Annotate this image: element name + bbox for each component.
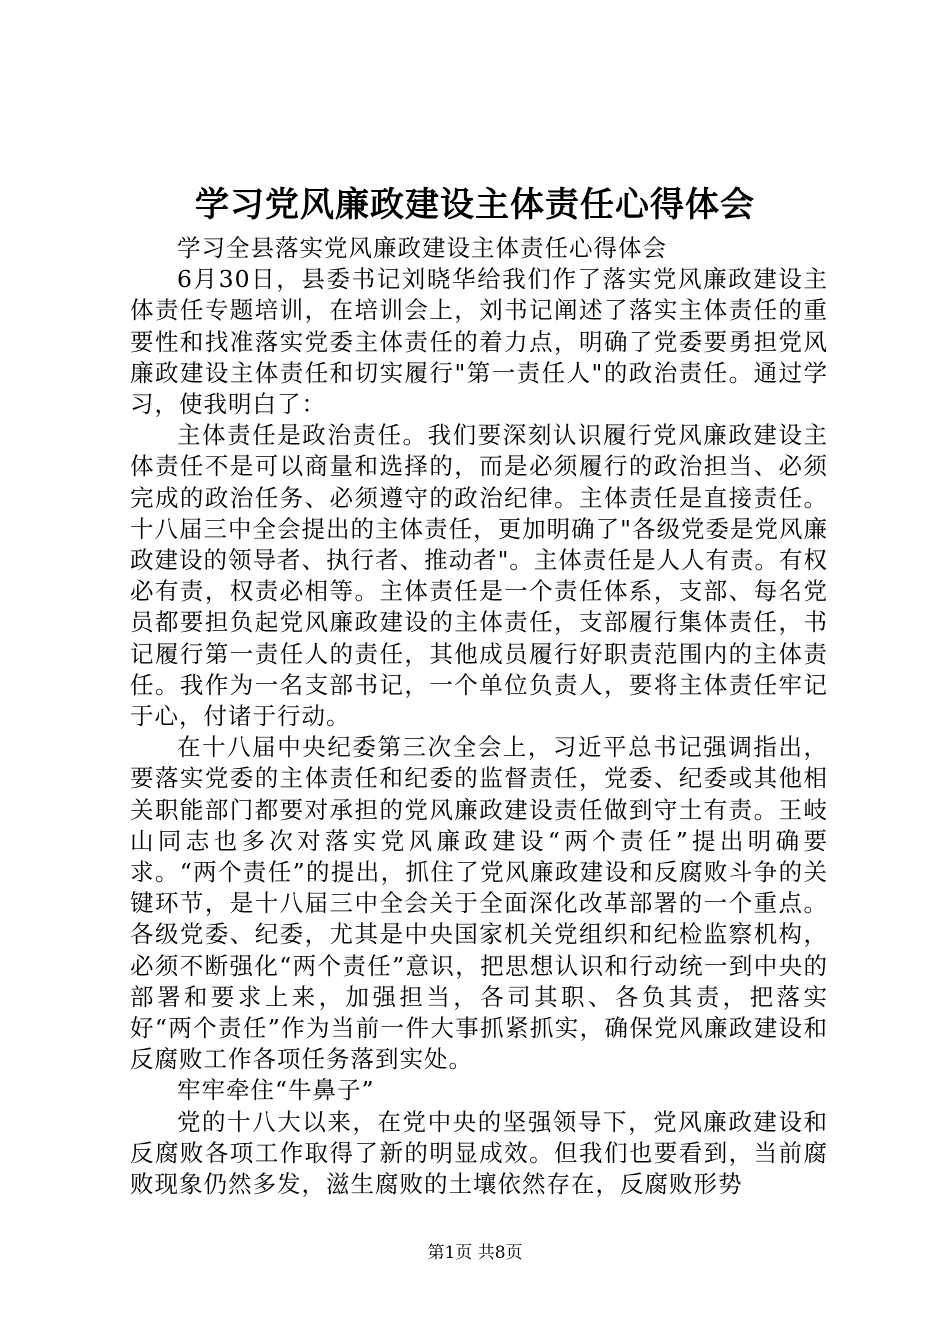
page-footer: 第1页 共8页	[427, 1243, 523, 1263]
body-paragraph: 在十八届中央纪委第三次全会上，习近平总书记强调指出，要落实党委的主体责任和纪委的监督责任，党委、纪委或其他相关职能部门都要对承担的党风廉政建设责任做到守土有责。王岐山同志也多次对落实党风廉政建设“两个责任”提出明确要求。“两个责任”的提出，抓住了党风廉政建设和反腐败斗争的关键环节，是十八届三中全会关于全面深化改革部署的一个重点。各级党委、纪委，尤其是中央国家机关党组织和纪检监察机构，必须不断强化“两个责任”意识，把思想认识和行动统一到中央的部署和要求上来，加强担当，各司其职、各负其责，把落实好“两个责任”作为当前一件大事抓紧抓实，确保党风廉政建设和反腐败工作各项任务落到实处。	[130, 733, 828, 1074]
document-body	[130, 233, 828, 1200]
document-title: 学习党风廉政建设主体责任心得体会	[195, 185, 755, 225]
section-heading: 牢牢牵住“牛鼻子”	[177, 1076, 375, 1105]
body-paragraph: 主体责任是政治责任。我们要深刻认识履行党风廉政建设主体责任不是可以商量和选择的，而是必须履行的政治担当、必须完成的政治任务、必须遵守的政治纪律。主体责任是直接责任。十八届三中全会提出的主体责任，更加明确了"各级党委是党风廉政建设的领导者、执行者、推动者"。主体责任是人人有责。有权必有责，权责必相等。主体责任是一个责任体系，支部、每名党员都要担负起党风廉政建设的主体责任，支部履行集体责任，书记履行第一责任人的责任，其他成员履行好职责范围内的主体责任。我作为一名支部书记，一个单位负责人，要将主体责任牢记于心，付诸于行动。	[130, 421, 828, 731]
subtitle-paragraph: 学习全县落实党风廉政建设主体责任心得体会	[177, 234, 667, 262]
body-paragraph: 6月30日，县委书记刘晓华给我们作了落实党风廉政建设主体责任专题培训，在培训会上，刘书记阐述了落实主体责任的重要性和找准落实党委主体责任的着力点，明确了党委要勇担党风廉政建设主体责任和切实履行"第一责任人"的政治责任。通过学习，使我明白了：	[130, 265, 828, 419]
body-paragraph: 党的十八大以来，在党中央的坚强领导下，党风廉政建设和反腐败各项工作取得了新的明显成效。但我们也要看到，当前腐败现象仍然多发，滋生腐败的土壤依然存在，反腐败形势	[130, 1107, 828, 1199]
